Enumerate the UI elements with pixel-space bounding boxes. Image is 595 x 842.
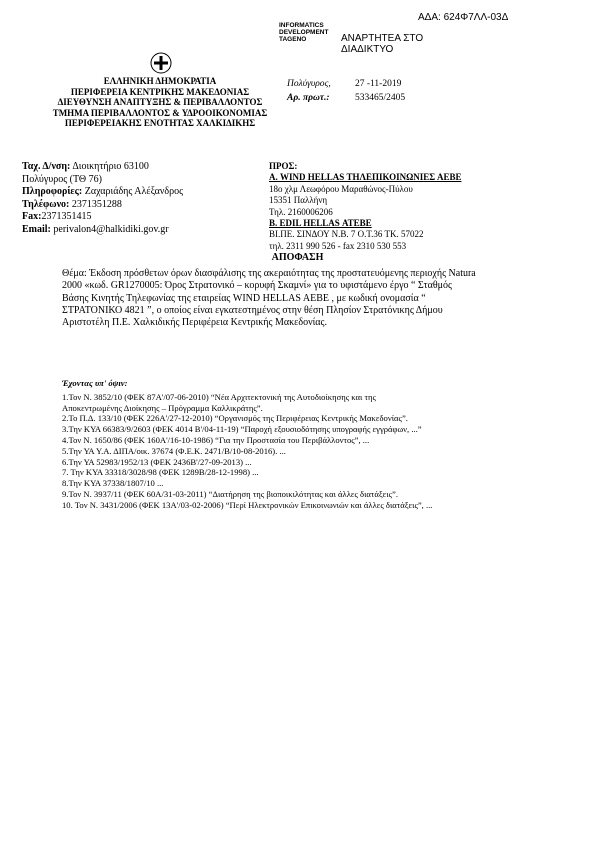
stamp-line: TAGENO <box>279 36 307 43</box>
basis-line: Αποκεντρωμένης Διοίκησης – Πρόγραμμα Καλλικράτης”. <box>62 402 263 413</box>
fax-label: Fax: <box>22 211 42 222</box>
authority-line: ΤΜΗΜΑ ΠΕΡΙΒΑΛΛΟΝΤΟΣ & ΥΔΡΟΟΙΚΟΝΟΜΙΑΣ <box>52 107 268 118</box>
recipient-line: 15351 Παλλήνη <box>269 195 328 206</box>
phone-label: Τηλέφωνο: <box>22 198 70 210</box>
address-label: Ταχ. Δ/νση: <box>22 161 71 172</box>
fax-value: 2371351415 <box>41 211 92 222</box>
stamp-line: DEVELOPMENT <box>279 29 329 36</box>
basis-line: 2.Το Π.Δ. 133/10 (ΦΕΚ 226Α'/27-12-2010) “Οργανισμός της Περιφέρειας Κεντρικής Μακεδονίας”. <box>62 413 408 424</box>
basis-line: 8.Την ΚΥΑ 37338/1807/10 ... <box>62 478 164 489</box>
basis-line: 7. Την ΚΥΑ 33318/3028/98 (ΦΕΚ 1289Β/28-12-1998) ... <box>62 467 259 478</box>
recipient-line: τηλ. 2311 990 526 - fax 2310 530 553 <box>269 240 407 251</box>
subject-line: Αριστοτέλη Π.Ε. Χαλκιδικής Περιφέρεια Κεντρικής Μακεδονίας. <box>62 317 327 329</box>
authority-line: ΠΕΡΙΦΕΡΕΙΑΚΗΣ ΕΝΟΤΗΤΑΣ ΧΑΛΚΙΔΙΚΗΣ <box>64 118 256 128</box>
subject-line: Θέμα: Έκδοση πρόσθετων όρων διασφάλισης της ακεραιότητας της προστατευόμενης περιοχής Natura <box>62 268 476 279</box>
date-value: 27 -11-2019 <box>355 79 402 89</box>
authority-header <box>30 76 290 129</box>
recipient-block <box>269 161 461 252</box>
basis-heading: Έχοντας υπ' όψιν: <box>62 378 128 388</box>
address-value-2: Πολύγυρος (ΤΘ 76) <box>22 173 102 185</box>
stamp-title: ΑΝΑΡΤΗΤΕΑ ΣΤΟ ΔΙΑΔΙΚΤΥΟ <box>341 33 424 55</box>
authority-line: ΠΕΡΙΦΕΡΕΙΑ ΚΕΝΤΡΙΚΗΣ ΜΑΚΕΔΟΝΙΑΣ <box>70 86 250 97</box>
email-label: Email: <box>22 223 51 235</box>
stamp-line: INFORMATICS <box>279 22 324 29</box>
greek-crest-icon <box>150 52 172 74</box>
basis-line: 3.Την ΚΥΑ 66383/9/2603 (ΦΕΚ 4014 Β'/04-11-19) “Παροχή εξουσιοδότησης υπογραφής εγγράφων, ...” <box>62 424 422 435</box>
sender-block <box>22 161 183 236</box>
protocol-value: 533465/2405 <box>355 93 406 103</box>
info-value: Ζαχαριάδης Αλέξανδρος <box>84 186 184 197</box>
basis-line: 1.Τον Ν. 3852/10 (ΦΕΚ 87Α'/07-06-2010) “Νέα Αρχιτεκτονική της Αυτοδιοίκησης και της <box>62 391 376 402</box>
ada-code: ΑΔΑ: 624Φ7ΛΛ-03Δ <box>418 12 509 23</box>
basis-line: 5.Την ΥΑ Υ.Α. ΔΙΠΑ/οικ. 37674 (Φ.Ε.Κ. 2471/Β/10-08-2016). ... <box>62 445 286 456</box>
subject-block <box>62 268 552 329</box>
subject-line: Βάσης Κινητής Τηλεφωνίας της εταιρείας WIND HELLAS AEBE , με κωδική ονομασία “ <box>62 292 426 304</box>
email-value[interactable]: perivalon4@halkidiki.gov.gr <box>53 223 169 235</box>
authority-line: ΔΙΕΥΘΥΝΣΗ ΑΝΑΠΤΥΞΗΣ & ΠΕΡΙΒΑΛΛΟΝΤΟΣ <box>57 97 263 107</box>
recipient-line: Β. EDIL HELLAS ΑΤΕΒΕ <box>269 218 372 229</box>
recipient-line: ΒΙ.ΠΕ. ΣΙΝΔΟΥ Ν.Β. 7 Ο.Τ.36 ΤΚ. 57022 <box>269 229 424 240</box>
basis-line: 9.Τον Ν. 3937/11 (ΦΕΚ 60Α/31-03-2011) “Διατήρηση της βιοποικιλότητας και άλλες διατάξεις”. <box>62 488 398 499</box>
recipient-line: Τηλ. 2160006206 <box>269 206 333 217</box>
protocol-label: Αρ. πρωτ.: <box>287 93 330 103</box>
basis-line: 10. Τον Ν. 3431/2006 (ΦΕΚ 13Α'/03-02-2006) “Περί Ηλεκτρονικών Επικοινωνιών και άλλες διατάξεις”, ... <box>62 499 433 510</box>
legal-basis <box>62 378 562 511</box>
info-label: Πληροφορίες: <box>22 186 83 197</box>
recipient-label: ΠΡΟΣ: <box>269 161 298 171</box>
phone-value: 2371351288 <box>71 198 122 210</box>
date-protocol <box>287 77 405 105</box>
basis-line: 4.Τον Ν. 1650/86 (ΦΕΚ 160Α'/16-10-1986) “Για την Προστασία του Περιβάλλοντος”, ... <box>62 434 370 445</box>
authority-line: ΕΛΛΗΝΙΚΗ ΔΗΜΟΚΡΑΤΙΑ <box>103 76 217 86</box>
recipient-line: 18ο χλμ Λεωφόρου Μαραθώνος-Πύλου <box>269 183 413 194</box>
subject-line: ΣΤΡΑΤΟΝΙΚΟ 4821 ”, ο οποίος είναι εγκατεστημένος στην θέση Πλησίον Στρατόνικης Δήμου <box>62 304 443 316</box>
diavgeia-stamp <box>279 22 459 55</box>
document-title: ΑΠΟΦΑΣΗ <box>271 252 324 263</box>
date-label: Πολύγυρος, <box>287 79 331 89</box>
subject-line: 2000 «κωδ. GR1270005: Όρος Στρατονικό – κορυφή Σκαμνί» για το υφιστάμενο έργο “ Σταθμός <box>62 280 452 292</box>
address-value: Διοικητήριο 63100 <box>72 161 149 172</box>
recipient-line: Α. WIND HELLAS ΤΗΛΕΠΙΚΟΙΝΩΝΙΕΣ ΑΕΒΕ <box>269 172 462 183</box>
basis-line: 6.Την ΥΑ 52983/1952/13 (ΦΕΚ 2436Β'/27-09-2013) ... <box>62 456 252 467</box>
